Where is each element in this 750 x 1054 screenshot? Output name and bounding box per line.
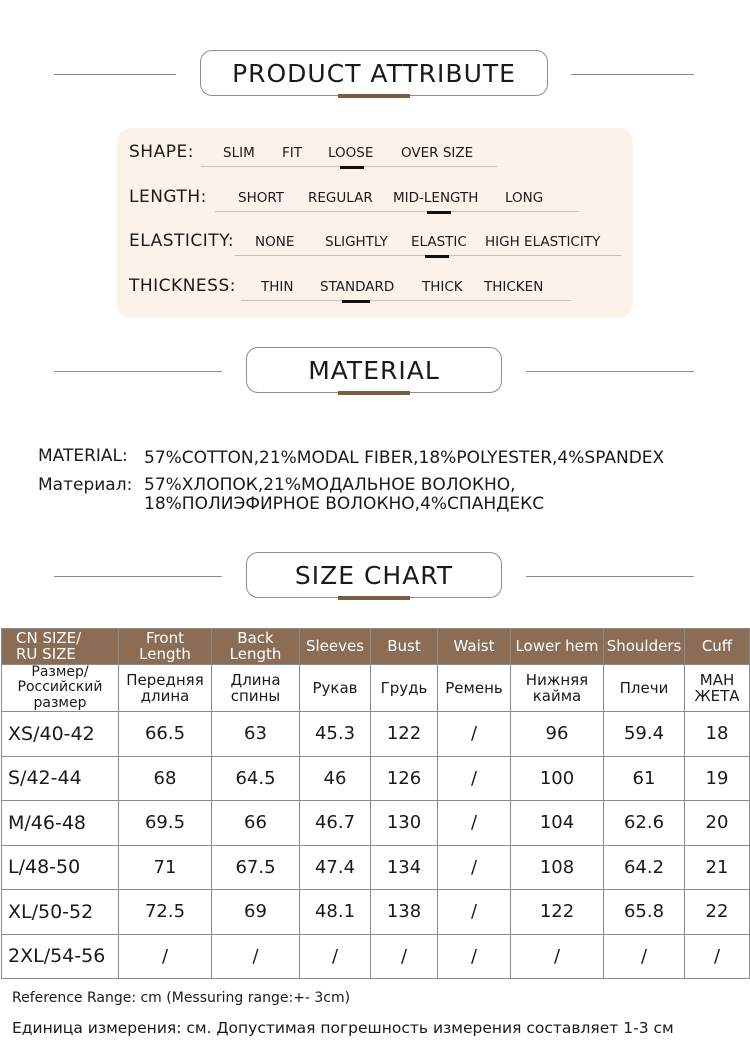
table-cell: 104 [511,801,604,846]
table-header-cell: Cuff [685,629,750,665]
heading-accent-bar [338,596,410,600]
table-header-cell: Back Length [212,629,300,665]
heading-accent-bar [338,94,410,98]
attr-option-selected: MID-LENGTH [393,190,478,206]
table-row [2,890,750,935]
attr-option: THIN [261,279,294,295]
table-cell: 46.7 [300,801,371,846]
table-cell: / [438,890,511,935]
table-cell: S/42-44 [2,756,119,801]
table-cell: 67.5 [212,845,300,890]
table-cell: 138 [371,890,438,935]
table-cell: / [511,934,604,979]
attr-option-selected: STANDARD [320,279,394,295]
table-header-cell: Bust [371,629,438,665]
table-cell: 46 [300,756,371,801]
table-cell: M/46-48 [2,801,119,846]
table-row [2,934,750,979]
attr-label: ELASTICITY: [129,231,235,251]
heading-pill [246,347,502,393]
table-cell: Нижняя кайма [511,665,604,712]
heading-pill [246,552,502,598]
divider-line [54,576,222,577]
table-header-ru-row [2,665,750,712]
attr-row-shape [117,140,633,170]
attr-option: SLIM [223,145,255,161]
size-chart-heading [0,552,750,602]
table-cell: L/48-50 [2,845,119,890]
material-value-ru-line1: 57%ХЛОПОК,21%МОДАЛЬНОЕ ВОЛОКНО, [144,475,516,495]
table-cell: 64.5 [212,756,300,801]
table-cell: / [212,934,300,979]
table-cell: XS/40-42 [2,712,119,757]
attr-option: SLIGHTLY [325,234,388,250]
table-cell: Передняя длина [119,665,212,712]
table-cell: Рукав [300,665,371,712]
attr-option: THICKEN [484,279,544,295]
table-cell: 20 [685,801,750,846]
attr-label: THICKNESS: [129,276,236,296]
material-label-en: MATERIAL: [38,446,128,466]
table-cell: 19 [685,756,750,801]
table-cell: 66.5 [119,712,212,757]
attr-option-selected: LOOSE [328,145,373,161]
table-cell: Длина спины [212,665,300,712]
table-cell: 68 [119,756,212,801]
attr-option: NONE [255,234,295,250]
footnote-ru: Единица измерения: см. Допустимая погрешность измерения составляет 1-3 см [12,1019,674,1037]
table-cell: 130 [371,801,438,846]
attr-option: OVER SIZE [401,145,474,161]
table-cell: / [371,934,438,979]
table-cell: 22 [685,890,750,935]
table-cell: 69 [212,890,300,935]
table-cell: 65.8 [604,890,685,935]
divider-line [54,74,176,75]
table-cell: 134 [371,845,438,890]
attr-label: LENGTH: [129,187,207,207]
attr-option: SHORT [238,190,284,206]
table-cell: 59.4 [604,712,685,757]
table-cell: 48.1 [300,890,371,935]
table-cell: / [300,934,371,979]
attr-option: THICK [422,279,463,295]
table-cell: 61 [604,756,685,801]
table-cell: 47.4 [300,845,371,890]
attr-row-length [117,185,633,215]
table-cell: 21 [685,845,750,890]
table-row [2,801,750,846]
table-cell: 63 [212,712,300,757]
size-chart-table [1,628,750,979]
table-cell: 62.6 [604,801,685,846]
table-cell: XL/50-52 [2,890,119,935]
table-row [2,845,750,890]
footnote-en: Reference Range: cm (Messuring range:+- 3cm) [12,990,351,1006]
table-cell: 126 [371,756,438,801]
table-cell: Ремень [438,665,511,712]
divider-line [54,371,222,372]
section-title: SIZE CHART [294,560,454,590]
attr-option: REGULAR [308,190,373,206]
table-header-cell: CN SIZE/ RU SIZE [2,629,119,665]
table-cell: 122 [371,712,438,757]
table-cell: / [438,801,511,846]
material-label-ru: Материал: [38,475,133,495]
attr-rule [241,300,571,301]
attribute-box [117,128,633,318]
heading-accent-bar [338,391,410,395]
divider-line [526,371,694,372]
attr-option: FIT [282,145,302,161]
table-header-row [2,629,750,665]
table-header-cell: Waist [438,629,511,665]
attr-rule [215,211,579,212]
table-header-cell: Front Length [119,629,212,665]
table-row [2,756,750,801]
table-cell: / [438,934,511,979]
table-header-cell: Lower hem [511,629,604,665]
table-cell: / [685,934,750,979]
table-cell: 66 [212,801,300,846]
attr-label: SHAPE: [129,142,194,162]
table-cell: МАН ЖЕТА [685,665,750,712]
table-cell: 72.5 [119,890,212,935]
divider-line [571,74,694,75]
table-header-cell: Sleeves [300,629,371,665]
table-cell: 18 [685,712,750,757]
attr-option: HIGH ELASTICITY [485,234,601,250]
material-heading [0,347,750,397]
table-cell: 64.2 [604,845,685,890]
selected-marker [425,255,449,258]
table-cell: 96 [511,712,604,757]
table-cell: / [438,712,511,757]
table-cell: 122 [511,890,604,935]
material-value-ru-line2: 18%ПОЛИЭФИРНОЕ ВОЛОКНО,4%СПАНДЕКС [144,494,545,514]
section-title: PRODUCT ATTRIBUTE [232,58,516,88]
table-row [2,712,750,757]
attr-option-selected: ELASTIC [411,234,467,250]
product-attribute-heading [0,50,750,100]
table-cell: 71 [119,845,212,890]
selected-marker [340,166,364,169]
table-cell: / [438,756,511,801]
attr-option: LONG [505,190,544,206]
table-cell: 45.3 [300,712,371,757]
selected-marker [342,300,370,303]
table-cell: Размер/ Российский размер [2,665,119,712]
table-cell: 69.5 [119,801,212,846]
material-value-en: 57%COTTON,21%MODAL FIBER,18%POLYESTER,4%SPANDEX [144,448,665,468]
section-title: MATERIAL [308,355,440,385]
divider-line [526,576,694,577]
table-cell: Грудь [371,665,438,712]
table-cell: 100 [511,756,604,801]
heading-pill [200,50,548,96]
table-cell: 108 [511,845,604,890]
table-cell: Плечи [604,665,685,712]
selected-marker [427,211,451,214]
table-header-cell: Shoulders [604,629,685,665]
table-cell: / [119,934,212,979]
attr-row-elasticity [117,229,633,259]
table-cell: / [438,845,511,890]
table-cell: / [604,934,685,979]
table-cell: 2XL/54-56 [2,934,119,979]
attr-row-thickness [117,274,633,304]
